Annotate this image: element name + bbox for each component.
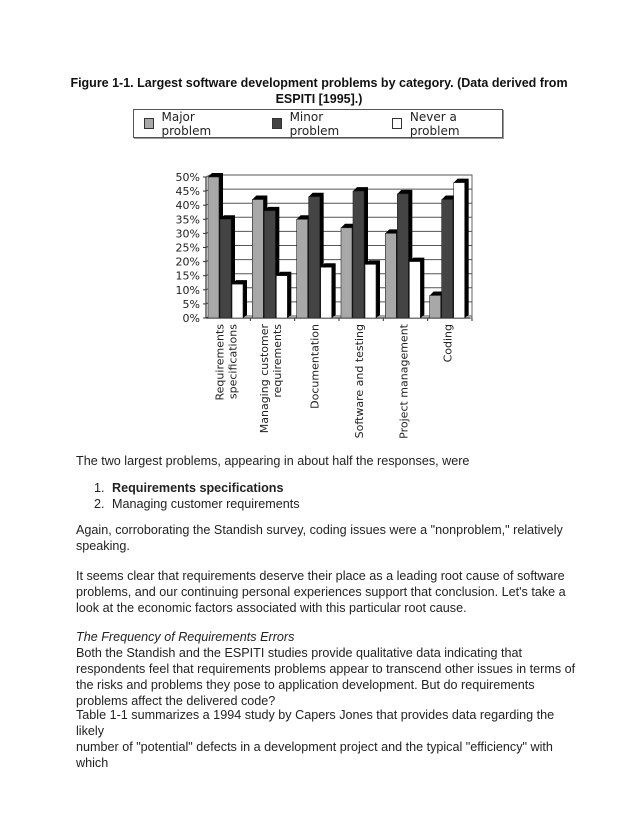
y-tick-label: 20% — [175, 255, 200, 269]
paragraph-root-cause — [76, 568, 576, 616]
bar — [252, 200, 263, 318]
x-category-label: requirements — [270, 324, 284, 398]
y-tick-label: 0% — [182, 312, 200, 325]
list-number: 2. — [94, 497, 105, 511]
paragraph-table-intro — [76, 707, 576, 771]
y-tick-label: 50% — [175, 171, 200, 184]
list-text: Managing customer requirements — [112, 497, 300, 511]
bar-chart-svg — [150, 165, 490, 445]
legend-label-minor: Minor problem — [289, 109, 340, 138]
paragraph-line: problems affect the delivered code? — [76, 694, 276, 708]
figure-caption-line2: ESPITI [1995].) — [275, 92, 363, 106]
paragraph-coding — [76, 522, 576, 554]
legend-item-never — [392, 110, 494, 138]
paragraph-line: Both the Standish and the ESPITI studies provide qualitative data indicating that — [76, 646, 522, 660]
bar — [232, 284, 243, 318]
bar — [397, 194, 408, 318]
bar — [264, 211, 275, 318]
y-tick-label: 30% — [175, 227, 200, 241]
paragraph-line: number of "potential" defects in a development project and the typical "efficiency" with which — [76, 740, 553, 770]
paragraph-line: the risks and problems they pose to application development. But do requirements — [76, 678, 535, 692]
paragraph-line: speaking. — [76, 539, 130, 553]
figure-caption — [60, 75, 578, 107]
paragraph-line: look at the economic factors associated with this particular root cause. — [76, 601, 467, 615]
y-tick-label: 45% — [175, 185, 200, 199]
y-tick-label: 40% — [175, 199, 200, 213]
bar — [341, 228, 352, 318]
x-category-label: Software and testing — [353, 324, 366, 439]
bar — [309, 197, 320, 318]
list-number: 1. — [94, 481, 105, 495]
figure-caption-line1: Figure 1-1. Largest software development problems by category. (Data derived from — [70, 76, 568, 90]
bar — [321, 267, 332, 318]
paragraph-line: Again, corroborating the Standish survey, coding issues were a "nonproblem," relatively — [76, 523, 563, 537]
y-tick-label: 10% — [175, 283, 200, 297]
bar — [353, 191, 364, 318]
bar — [220, 219, 231, 318]
paragraph-line: respondents feel that requirements problems appear to transcend other issues in terms of — [76, 662, 576, 676]
x-category-label: specifications — [226, 324, 240, 400]
bar-chart — [150, 165, 490, 445]
bar — [297, 219, 308, 318]
bar — [409, 262, 420, 318]
paragraph-studies — [76, 645, 576, 709]
legend-label-never: Never a problem — [409, 109, 460, 138]
bar — [442, 200, 453, 318]
bar — [385, 233, 396, 318]
section-heading: The Frequency of Requirements Errors — [76, 630, 295, 644]
paragraph-intro: The two largest problems, appearing in about half the responses, were — [76, 454, 470, 468]
y-tick-label: 25% — [175, 241, 200, 255]
chart-legend — [133, 109, 503, 138]
y-tick-label: 15% — [175, 269, 200, 283]
list-item — [94, 496, 574, 512]
paragraph-line: It seems clear that requirements deserve their place as a leading root cause of software — [76, 569, 565, 583]
paragraph-line: Table 1-1 summarizes a 1994 study by Capers Jones that provides data regarding the likely — [76, 708, 555, 738]
x-category-label: Requirements — [213, 324, 227, 401]
legend-item-minor — [272, 110, 362, 138]
legend-item-major — [144, 110, 234, 138]
y-tick-label: 5% — [182, 297, 200, 311]
y-tick-label: 35% — [175, 213, 200, 227]
x-category-label: Managing customer — [257, 324, 271, 434]
x-category-label: Project management — [397, 324, 411, 439]
legend-label-major: Major problem — [161, 109, 212, 138]
list-text: Requirements specifications — [112, 481, 284, 495]
bar — [430, 295, 441, 318]
minor-swatch-icon — [272, 118, 282, 129]
paragraph-line: problems, and our continuing personal experiences support that conclusion. Let's take a — [76, 585, 566, 599]
x-category-label: Coding — [441, 324, 455, 363]
never-swatch-icon — [392, 118, 402, 129]
list-item — [94, 480, 574, 496]
bar — [454, 183, 465, 318]
major-swatch-icon — [144, 118, 154, 129]
bar — [276, 276, 287, 318]
bar — [365, 264, 376, 318]
x-category-label: Documentation — [308, 324, 322, 409]
numbered-list — [94, 480, 574, 512]
bar — [208, 177, 219, 318]
